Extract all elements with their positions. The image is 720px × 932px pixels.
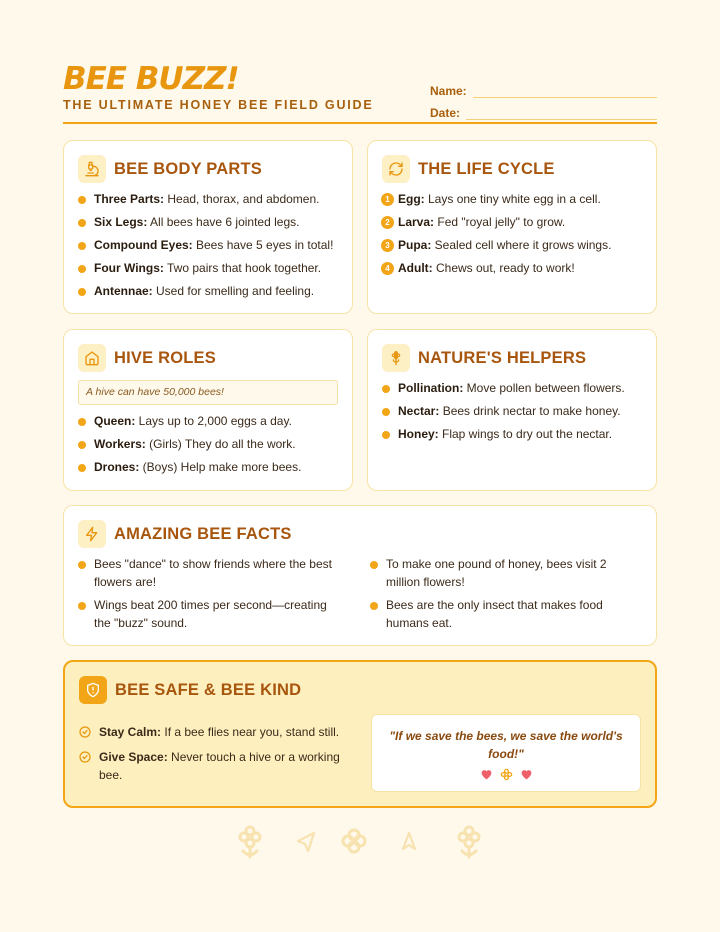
life-cycle-title: THE LIFE CYCLE bbox=[418, 159, 555, 178]
list-item: Three Parts: Head, thorax, and abdomen. bbox=[78, 188, 340, 211]
facts-right-column bbox=[370, 556, 636, 638]
list-item: 4 Adult: Chews out, ready to work! bbox=[382, 257, 644, 280]
page-header bbox=[63, 62, 657, 124]
list-item: Compound Eyes: Bees have 5 eyes in total! bbox=[78, 234, 340, 257]
quote-text: "If we save the bees, we save the world's food!" bbox=[389, 729, 623, 761]
helpers-title: NATURE'S HELPERS bbox=[418, 348, 587, 367]
flower-icon bbox=[240, 827, 260, 857]
footer-decoration bbox=[238, 823, 484, 859]
list-item: Honey: Flap wings to dry out the nectar. bbox=[382, 423, 644, 446]
body-parts-card bbox=[63, 140, 353, 314]
send-arrow-icon bbox=[298, 833, 314, 851]
quote-icons bbox=[372, 768, 640, 781]
name-line[interactable] bbox=[473, 84, 657, 98]
lightning-icon bbox=[78, 520, 106, 548]
hive-roles-list bbox=[78, 410, 340, 479]
facts-left-column bbox=[78, 556, 344, 638]
body-parts-title: BEE BODY PARTS bbox=[114, 159, 262, 178]
flower-icon bbox=[343, 830, 365, 852]
name-field[interactable] bbox=[430, 76, 657, 98]
list-item: Antennae: Used for smelling and feeling. bbox=[78, 280, 340, 303]
list-item: Pollination: Move pollen between flowers. bbox=[382, 377, 644, 400]
life-cycle-list bbox=[382, 188, 644, 280]
heart-icon bbox=[480, 768, 493, 780]
name-label: Name: bbox=[430, 84, 467, 98]
flower-icon bbox=[500, 768, 513, 781]
quote-box bbox=[371, 714, 641, 792]
life-cycle-card bbox=[367, 140, 657, 314]
list-item: Nectar: Bees drink nectar to make honey. bbox=[382, 400, 644, 423]
fact-item: Bees "dance" to show friends where the best flowers are! bbox=[78, 556, 344, 591]
date-field[interactable] bbox=[430, 98, 657, 120]
list-item: Stay Calm: If a bee flies near you, stand still. bbox=[79, 723, 357, 741]
list-item: Workers: (Girls) They do all the work. bbox=[78, 433, 340, 456]
list-item: Give Space: Never touch a hive or a working bee. bbox=[79, 748, 357, 784]
date-line[interactable] bbox=[466, 106, 657, 120]
safety-list bbox=[79, 723, 357, 791]
shield-icon bbox=[79, 676, 107, 704]
refresh-cycle-icon bbox=[382, 155, 410, 183]
date-label: Date: bbox=[430, 106, 461, 120]
hive-note: A hive can have 50,000 bees! bbox=[78, 380, 338, 405]
body-parts-list bbox=[78, 188, 340, 303]
check-circle-icon bbox=[79, 726, 91, 738]
helpers-card bbox=[367, 329, 657, 491]
list-item: 1 Egg: Lays one tiny white egg in a cell. bbox=[382, 188, 644, 211]
fact-item: Wings beat 200 times per second—creating the "buzz" sound. bbox=[78, 597, 344, 632]
page-subtitle: THE ULTIMATE HONEY BEE FIELD GUIDE bbox=[63, 98, 374, 112]
field-guide-page bbox=[63, 61, 657, 782]
flower-icon bbox=[382, 344, 410, 372]
list-item: Queen: Lays up to 2,000 eggs a day. bbox=[78, 410, 340, 433]
list-item: 3 Pupa: Sealed cell where it grows wings. bbox=[382, 234, 644, 257]
safety-title: BEE SAFE & BEE KIND bbox=[115, 680, 302, 699]
list-item: 2 Larva: Fed "royal jelly" to grow. bbox=[382, 211, 644, 234]
list-item: Four Wings: Two pairs that hook together. bbox=[78, 257, 340, 280]
hive-roles-card bbox=[63, 329, 353, 491]
safety-card bbox=[63, 660, 657, 808]
page-title: BEE BUZZ! bbox=[63, 61, 239, 97]
flower-icon bbox=[459, 827, 479, 857]
hive-roles-title: HIVE ROLES bbox=[114, 348, 216, 367]
fact-item: Bees are the only insect that makes food humans eat. bbox=[370, 597, 636, 632]
list-item: Six Legs: All bees have 6 jointed legs. bbox=[78, 211, 340, 234]
name-date-fields bbox=[430, 76, 657, 120]
fact-item: To make one pound of honey, bees visit 2 million flowers! bbox=[370, 556, 636, 591]
heart-icon bbox=[520, 768, 533, 780]
microscope-icon bbox=[78, 155, 106, 183]
helpers-list bbox=[382, 377, 644, 446]
check-circle-icon bbox=[79, 751, 91, 763]
list-item: Drones: (Boys) Help make more bees. bbox=[78, 456, 340, 479]
facts-title: AMAZING BEE FACTS bbox=[114, 524, 292, 543]
home-icon bbox=[78, 344, 106, 372]
facts-card bbox=[63, 505, 657, 646]
cursor-arrow-icon bbox=[403, 833, 415, 849]
